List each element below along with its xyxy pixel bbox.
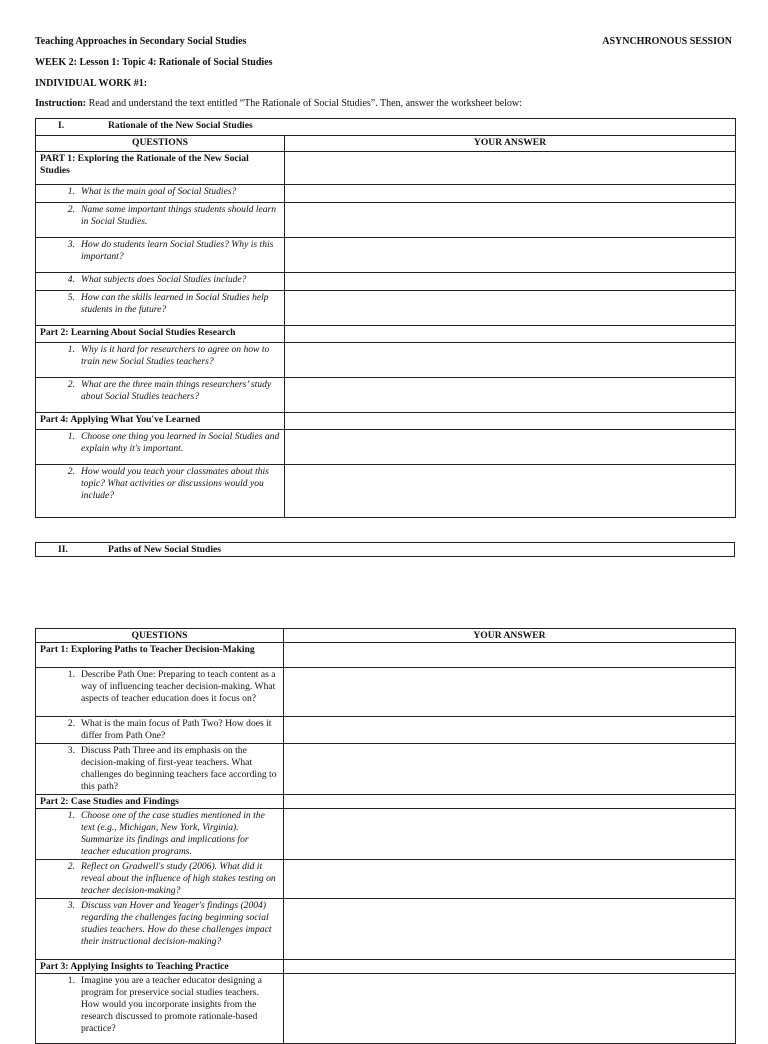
section-heading-1: [36, 119, 736, 136]
question-text: How would you teach your classmates about this topic? What activities or discussions would you include?: [81, 466, 269, 501]
question-number: 2.: [67, 861, 75, 872]
question-cell: [36, 343, 285, 378]
session-label: ASYNCHRONOUS SESSION: [602, 36, 732, 47]
question-text: What is the main focus of Path Two? How does it differ from Path One?: [81, 718, 272, 741]
section-number: I.: [58, 120, 65, 131]
section-number: II.: [58, 544, 68, 555]
question-cell: [36, 291, 285, 326]
answer-cell[interactable]: [285, 238, 736, 273]
question-number: 1.: [67, 669, 75, 680]
question-cell: [36, 717, 284, 744]
rationale-table: [35, 118, 736, 518]
question-number: 3.: [67, 239, 75, 250]
question-cell: [36, 899, 284, 960]
question-number: 1.: [67, 186, 75, 197]
part-heading: Part 1: Exploring Paths to Teacher Decision-Making: [36, 643, 284, 668]
part-heading: Part 3: Applying Insights to Teaching Practice: [36, 960, 284, 974]
instruction: [35, 98, 522, 109]
question-number: 1.: [67, 810, 75, 821]
question-text: How can the skills learned in Social Studies help students in the future?: [81, 292, 269, 315]
question-number: 2.: [67, 466, 75, 477]
question-text: Imagine you are a teacher educator designing a program for preservice social studies teachers. How would you incorporate insights from the research discussed to promote rationale-based practice?: [81, 975, 262, 1034]
question-number: 2.: [67, 379, 75, 390]
question-cell: [36, 185, 285, 203]
question-number: 2.: [67, 204, 75, 215]
answer-cell[interactable]: [285, 465, 736, 518]
section-title: Paths of New Social Studies: [108, 544, 221, 555]
answer-cell[interactable]: [284, 960, 736, 974]
part-heading: Part 4: Applying What You've Learned: [36, 413, 285, 430]
question-cell: [36, 203, 285, 238]
question-text: Describe Path One: Preparing to teach content as a way of influencing teacher decision-making. What aspects of teacher education does it focus on?: [81, 669, 276, 704]
instruction-label: Instruction:: [35, 98, 87, 109]
question-text: Choose one of the case studies mentioned in the text (e.g., Michigan, New York, Virginia). Summarize its findings and implications for teacher education programs.: [81, 810, 265, 857]
answer-cell[interactable]: [285, 273, 736, 291]
question-text: Discuss Path Three and its emphasis on the decision-making of first-year teachers. What challenges do beginning teachers face according to this path?: [81, 745, 277, 792]
question-text: Discuss van Hover and Yeager's findings (2004) regarding the challenges facing beginning social studies teachers. How do these challenges impact their instructional decision-making?: [81, 900, 272, 947]
answer-cell[interactable]: [284, 974, 736, 1044]
question-cell: [36, 860, 284, 899]
question-text: What is the main goal of Social Studies?: [81, 186, 237, 197]
question-cell: [36, 465, 285, 518]
section-title: Rationale of the New Social Studies: [108, 120, 253, 131]
answer-cell[interactable]: [284, 744, 736, 795]
work-heading: INDIVIDUAL WORK #1:: [35, 78, 148, 89]
questions-header: QUESTIONS: [36, 629, 284, 643]
answer-cell[interactable]: [285, 152, 736, 185]
question-number: 3.: [67, 745, 75, 756]
question-cell: [36, 974, 284, 1044]
part-heading: Part 2: Case Studies and Findings: [36, 795, 284, 809]
question-cell: [36, 430, 285, 465]
answer-cell[interactable]: [285, 185, 736, 203]
answer-cell[interactable]: [285, 203, 736, 238]
questions-header: QUESTIONS: [36, 136, 285, 152]
question-text: Name some important things students should learn in Social Studies.: [81, 204, 277, 227]
answer-cell[interactable]: [284, 643, 736, 668]
course-title: Teaching Approaches in Secondary Social Studies: [35, 36, 247, 47]
question-cell: [36, 238, 285, 273]
question-text: Reflect on Gradwell's study (2006). What did it reveal about the influence of high stakes testing on teacher decision-making?: [81, 861, 276, 896]
paths-table: [35, 628, 736, 1044]
section-heading-2: [36, 543, 735, 557]
question-cell: [36, 668, 284, 717]
question-number: 1.: [67, 344, 75, 355]
answer-cell[interactable]: [284, 717, 736, 744]
answer-cell[interactable]: [285, 378, 736, 413]
question-number: 1.: [67, 431, 75, 442]
answer-cell[interactable]: [285, 291, 736, 326]
question-text: Why is it hard for researchers to agree on how to train new Social Studies teachers?: [81, 344, 270, 367]
answer-cell[interactable]: [284, 795, 736, 809]
question-number: 2.: [67, 718, 75, 729]
answer-cell[interactable]: [285, 326, 736, 343]
answer-cell[interactable]: [285, 430, 736, 465]
question-number: 1.: [67, 975, 75, 986]
answer-cell[interactable]: [284, 860, 736, 899]
question-text: How do students learn Social Studies? Why is this important?: [81, 239, 274, 262]
answer-cell[interactable]: [284, 809, 736, 860]
answer-cell[interactable]: [285, 413, 736, 430]
part-heading: Part 2: Learning About Social Studies Research: [36, 326, 285, 343]
answer-cell[interactable]: [284, 899, 736, 960]
answer-cell[interactable]: [285, 343, 736, 378]
question-cell: [36, 273, 285, 291]
answer-cell[interactable]: [284, 668, 736, 717]
instruction-text: Read and understand the text entitled “The Rationale of Social Studies”. Then, answer the worksheet below:: [86, 98, 522, 109]
week-heading: WEEK 2: Lesson 1: Topic 4: Rationale of Social Studies: [35, 57, 273, 68]
question-cell: [36, 809, 284, 860]
part-heading: PART 1: Exploring the Rationale of the New Social Studies: [36, 152, 285, 185]
question-cell: [36, 744, 284, 795]
question-number: 3.: [67, 900, 75, 911]
answer-header: YOUR ANSWER: [285, 136, 736, 152]
question-number: 4.: [67, 274, 75, 285]
answer-header: YOUR ANSWER: [284, 629, 736, 643]
question-text: What subjects does Social Studies include?: [81, 274, 247, 285]
question-text: What are the three main things researchers’ study about Social Studies teachers?: [81, 379, 272, 402]
question-number: 5.: [67, 292, 75, 303]
question-text: Choose one thing you learned in Social Studies and explain why it's important.: [81, 431, 280, 454]
paths-heading-table: [35, 542, 735, 557]
question-cell: [36, 378, 285, 413]
